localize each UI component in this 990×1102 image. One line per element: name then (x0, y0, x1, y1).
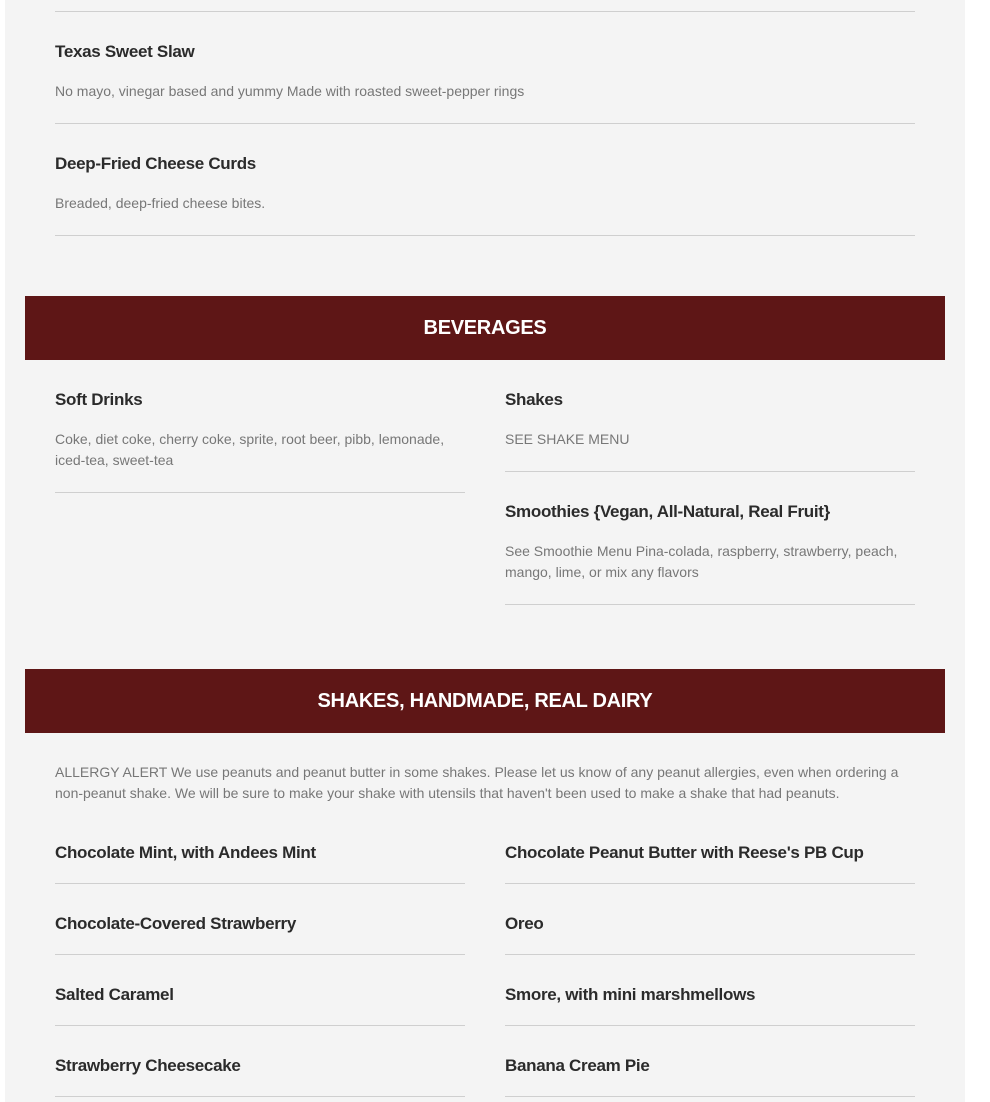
menu-item-description: See Smoothie Menu Pina-colada, raspberry, strawberry, peach, mango, lime, or mix any flavors (505, 543, 898, 580)
menu-page (5, 0, 965, 1102)
divider (55, 954, 465, 955)
menu-item-description: Breaded, deep-fried cheese bites. (55, 195, 266, 211)
divider (505, 1096, 915, 1097)
divider (55, 883, 465, 884)
divider (505, 1025, 915, 1026)
menu-item-title: Soft Drinks (55, 390, 143, 409)
section-heading-shakes: SHAKES, HANDMADE, REAL DAIRY (25, 669, 945, 733)
divider (505, 604, 915, 605)
menu-item-title: Smoothies {Vegan, All-Natural, Real Fruit} (505, 502, 830, 521)
divider (55, 123, 915, 124)
menu-item-description: SEE SHAKE MENU (505, 431, 630, 447)
menu-item-title: Texas Sweet Slaw (55, 42, 195, 61)
menu-item-title: Oreo (505, 914, 544, 933)
divider (505, 954, 915, 955)
divider (55, 1096, 465, 1097)
menu-item-description: No mayo, vinegar based and yummy Made with roasted sweet-pepper rings (55, 83, 525, 99)
menu-item-title: Deep-Fried Cheese Curds (55, 154, 256, 173)
allergy-alert: ALLERGY ALERT We use peanuts and peanut butter in some shakes. Please let us know of any peanut allergies, even when ordering a non-peanut shake. We will be sure to make your shake with utensils that haven't been used to make a shake that had peanuts. (55, 764, 899, 801)
divider (505, 883, 915, 884)
divider (55, 1025, 465, 1026)
divider (55, 235, 915, 236)
menu-item-title: Strawberry Cheesecake (55, 1056, 241, 1075)
section-heading-beverages: BEVERAGES (25, 296, 945, 360)
menu-item-title: Chocolate Peanut Butter with Reese's PB Cup (505, 843, 864, 862)
divider (505, 471, 915, 472)
menu-item-title: Shakes (505, 390, 563, 409)
menu-item-title: Chocolate Mint, with Andees Mint (55, 843, 316, 862)
menu-item-title: Smore, with mini marshmellows (505, 985, 756, 1004)
menu-item-title: Chocolate-Covered Strawberry (55, 914, 297, 933)
divider (55, 11, 915, 12)
menu-item-title: Banana Cream Pie (505, 1056, 650, 1075)
menu-item-description: Coke, diet coke, cherry coke, sprite, root beer, pibb, lemonade, iced-tea, sweet-tea (55, 431, 445, 468)
divider (55, 492, 465, 493)
menu-item-title: Salted Caramel (55, 985, 174, 1004)
